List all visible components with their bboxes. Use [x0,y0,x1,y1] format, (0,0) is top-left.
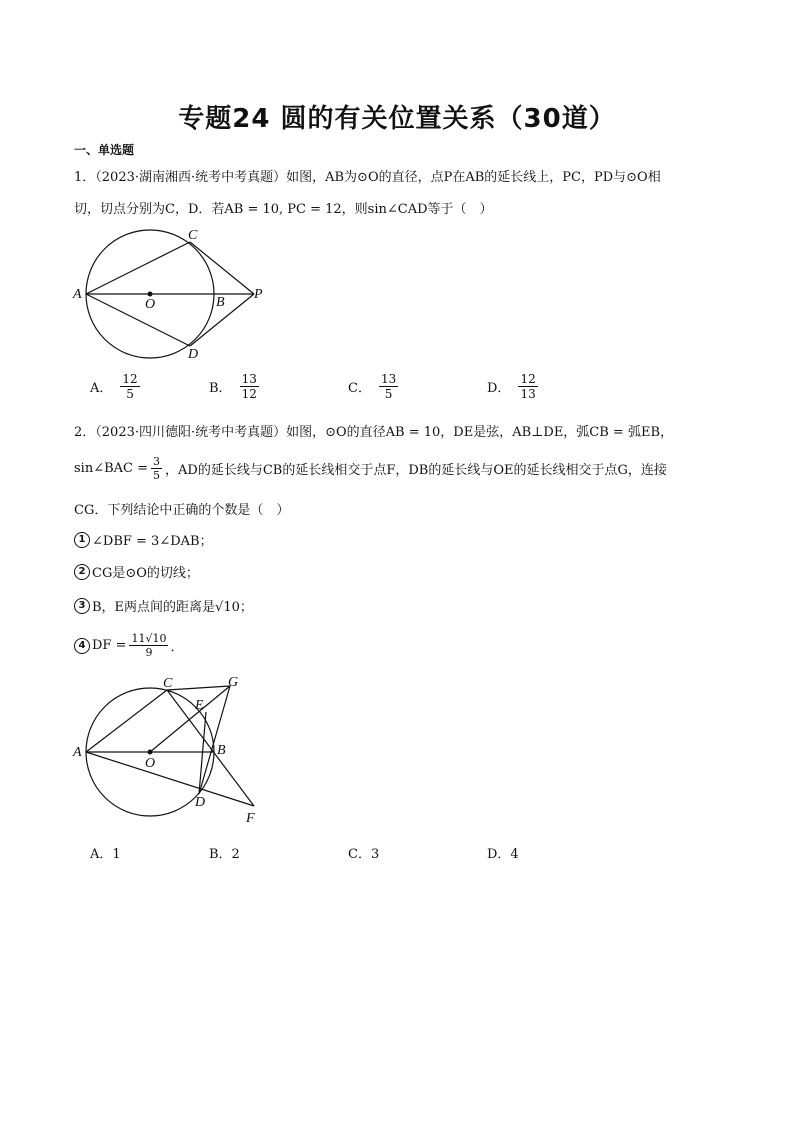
q1-option-c-den: 5 [384,387,393,401]
q1-line-AD [86,294,190,346]
q1-option-b-den: 12 [241,387,257,401]
q2-label-F: F [246,811,255,826]
q2-statement-4-den: 9 [145,646,153,659]
q2-sin-fraction [151,455,162,482]
q2-statement-4-post: ． [170,640,184,655]
q2-option-a[interactable]: A．1 [90,847,121,862]
q1-option-b-letter: B． [209,381,232,396]
q1-option-c-fraction [379,372,398,401]
q2-statement-4-fraction [129,632,168,659]
q2-sin-label: sin∠BAC = [74,461,149,476]
q1-label-A: A [73,287,82,302]
q1-option-a-letter: A． [90,381,113,396]
q1-option-c-letter: C． [348,381,371,396]
q2-label-C: C [163,676,173,691]
q1-option-b-num: 13 [241,372,257,386]
q1-option-a-num: 12 [122,372,138,386]
q1-option-d-letter: D． [487,381,511,396]
q1-center-dot [148,292,153,297]
q2-statement-2-text: CG是⊙O的切线； [92,566,199,581]
q1-line-AC [86,242,190,294]
q2-statement-4-number: 4 [74,638,90,654]
q2-statement-1 [74,530,213,549]
q2-label-O: O [145,756,156,771]
q1-figure [70,222,270,372]
q1-option-a-fraction [120,372,139,401]
q2-text-line2 [74,455,667,482]
q1-text-line2: 切，切点分别为C，D．若AB = 10, PC = 12，则sin∠CAD等于（ ） [74,202,493,217]
q2-line-CG [167,686,230,690]
q1-text-line1: 1．（2023·湖南湘西·统考中考真题）如图，AB为⊙O的直径，点P在AB的延长线上，PC，PD与⊙O相 [74,170,661,185]
q2-line2-rest: ，AD的延长线与CB的延长线相交于点F，DB的延长线与OE的延长线相交于点G，连接 [165,463,667,478]
q2-statement-4-num: 11√10 [131,632,167,645]
q2-figure [70,672,270,830]
q2-line-AC [86,690,167,752]
q2-label-A: A [73,745,82,760]
q2-option-b[interactable]: B．2 [209,847,240,862]
q2-statement-3-number: 3 [74,598,90,614]
page-title: 专题24 圆的有关位置关系（30道） [178,104,616,134]
q1-option-d-num: 12 [520,372,536,386]
q1-label-D: D [188,347,199,362]
q1-option-d[interactable] [487,372,538,401]
q1-label-C: C [188,228,198,243]
q2-statement-4 [74,632,184,659]
q2-statement-1-number: 1 [74,532,90,548]
q2-sin-num: 3 [153,455,161,468]
section-heading: 一、单选题 [74,143,135,157]
q1-label-B: B [216,295,225,310]
q2-text-line3: CG．下列结论中正确的个数是（ ） [74,503,290,518]
q2-line-AF [86,752,254,806]
q2-option-d[interactable]: D．4 [487,847,519,862]
q1-option-b-fraction [240,372,259,401]
q2-statement-4-pre: DF = [92,638,127,653]
q1-option-d-den: 13 [520,387,536,401]
q2-text-line1: 2．（2023·四川德阳·统考中考真题）如图，⊙O的直径AB = 10，DE是弦，AB⊥DE，弧CB = 弧EB， [74,425,674,440]
q1-option-d-fraction [518,372,537,401]
q1-label-P: P [254,287,263,302]
q1-option-c-num: 13 [380,372,397,386]
q1-line-CP [190,242,254,294]
q1-option-c[interactable] [348,372,398,401]
q2-line-CF [167,690,254,806]
q2-sin-den: 5 [153,469,161,482]
q1-label-O: O [145,297,156,312]
q2-statement-3-text: B，E两点间的距离是√10； [92,600,253,615]
q1-option-a[interactable] [90,372,140,401]
q2-center-dot [148,750,153,755]
q2-label-D: D [195,795,206,810]
q1-option-b[interactable] [209,372,259,401]
q2-label-E: E [195,698,204,713]
q2-label-G: G [228,675,239,690]
q2-statement-2-number: 2 [74,564,90,580]
q2-label-B: B [217,743,226,758]
q2-statement-3 [74,596,253,615]
q2-statement-1-text: ∠DBF = 3∠DAB； [92,534,213,549]
q2-option-c[interactable]: C．3 [348,847,380,862]
q2-statement-2 [74,562,199,581]
q1-option-a-den: 5 [126,387,134,401]
